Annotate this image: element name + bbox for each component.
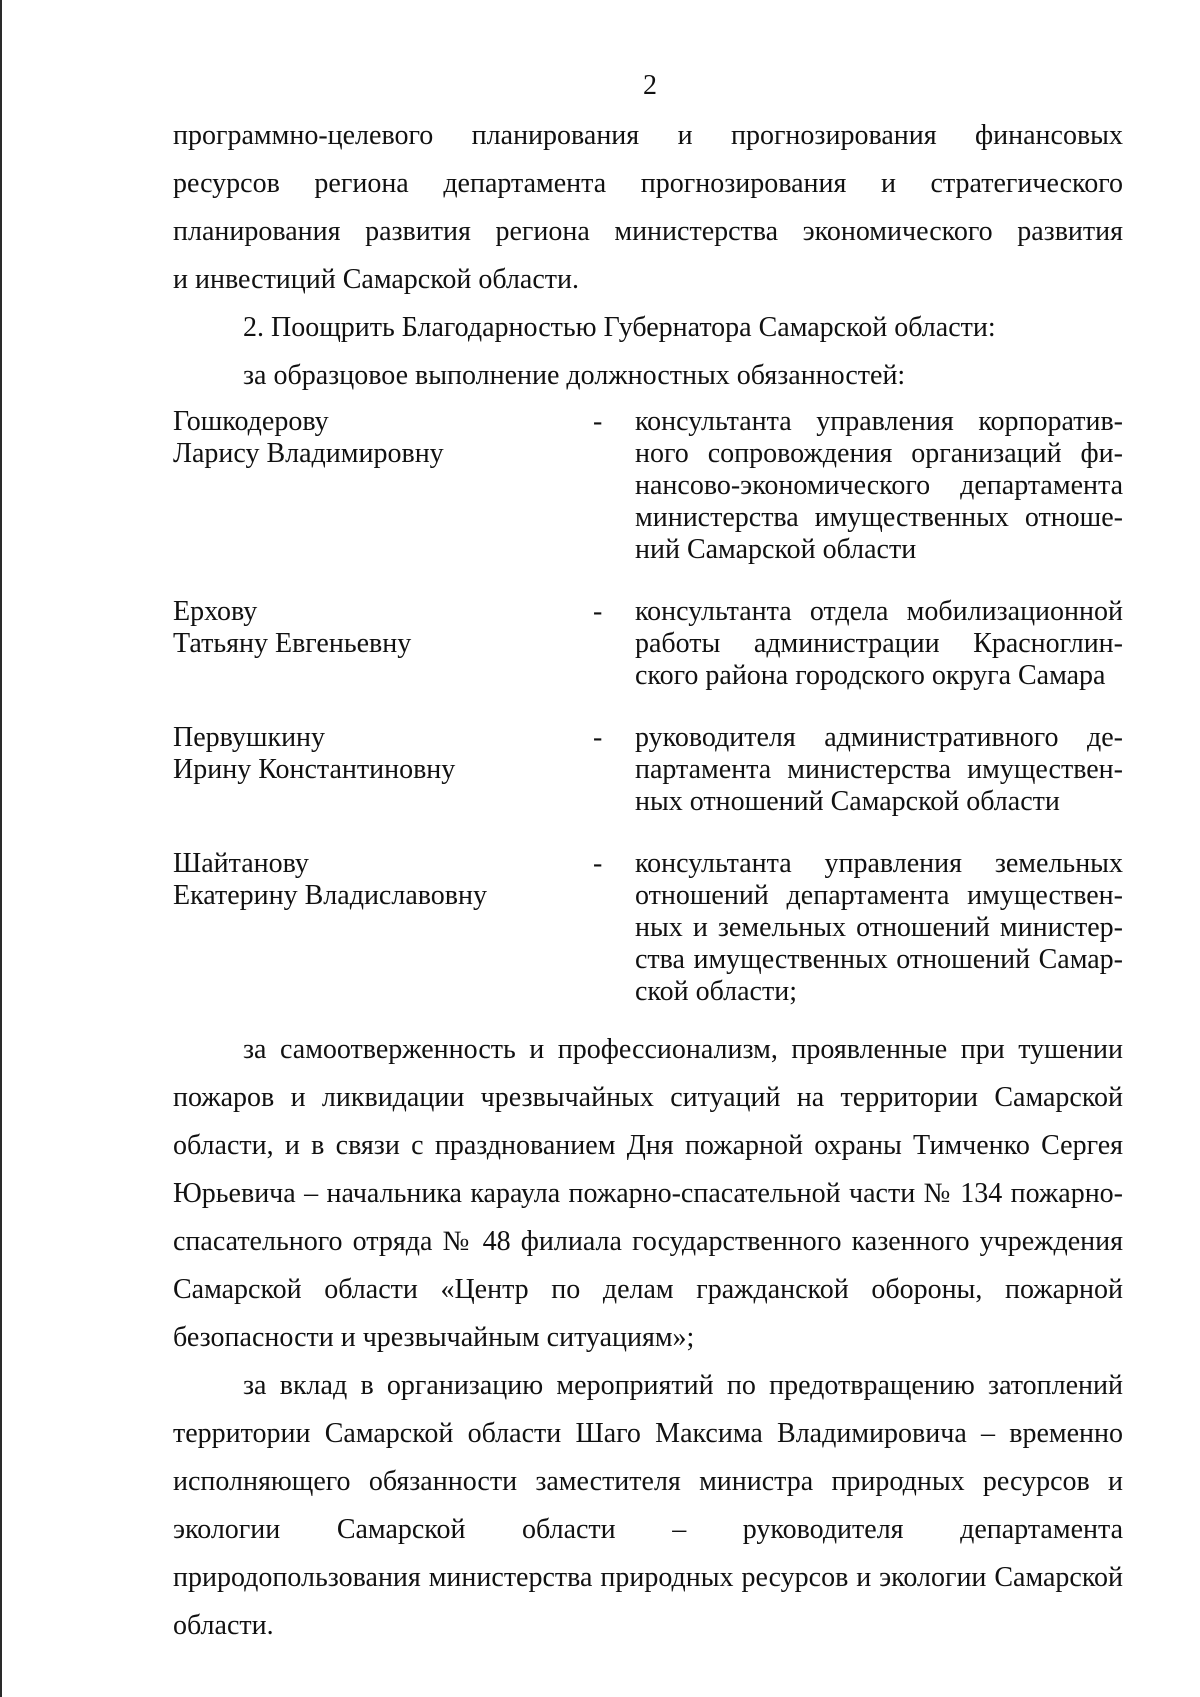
opening-line-2: ресурсов региона департамента прогнозирования и стратегического xyxy=(173,168,1123,199)
paragraph-flood-prevention: за вклад в организацию мероприятий по предотвращению затоплений территории Самарской области Шаго Максима Владимировича – временно исполняющего обязанности заместителя министра природных ресурсов и экологии Самарской области – руководителя департамента природопользования министерства природных ресурсов и экологии Самарской области. xyxy=(173,1370,1123,1641)
awardee-list xyxy=(173,406,1123,1008)
awardee-row xyxy=(173,848,1123,1008)
page-number: 2 xyxy=(643,70,657,101)
section-2-heading: 2. Поощрить Благодарностью Губернатора Самарской области: xyxy=(243,312,996,343)
scan-edge xyxy=(0,0,2,1697)
document-body xyxy=(173,112,1123,1650)
awardee-role: консультанта управления корпоративного сопровождения организаций финансово-экономического департамента министерства имущественных отношений Самарской области xyxy=(635,406,1123,565)
opening-line-1: программно-целевого планирования и прогнозирования финансовых xyxy=(173,120,1123,151)
awardee-dash: - xyxy=(593,596,603,627)
awardee-name: Шайтанову Екатерину Владиславовну xyxy=(173,848,487,911)
opening-paragraph xyxy=(173,112,1123,304)
awardee-row xyxy=(173,596,1123,692)
paragraph-fire-service: за самоотверженность и профессионализм, проявленные при тушении пожаров и ликвидации чрезвычайных ситуаций на территории Самарской области, и в связи с празднованием Дня пожарной охраны Тимченко Сергея Юрьевича – начальника караула пожарно-спасательной части № 134 пожарно-спасательного отряда № 48 филиала государственного казенного учреждения Самарской области «Центр по делам гражданской обороны, пожарной безопасности и чрезвычайным ситуациям»; xyxy=(173,1034,1123,1353)
awardee-row xyxy=(173,722,1123,818)
awardee-dash: - xyxy=(593,406,603,437)
awardee-dash: - xyxy=(593,722,603,753)
awardee-name: Ерхову Татьяну Евгеньевну xyxy=(173,596,412,659)
awardee-role: руководителя административного департамента министерства имущественных отношений Самарской области xyxy=(635,722,1123,817)
awardee-role: консультанта отдела мобилизационной работы администрации Красноглинского района городского округа Самара xyxy=(635,596,1123,691)
opening-line-4: и инвестиций Самарской области. xyxy=(173,264,579,295)
awardee-row xyxy=(173,406,1123,566)
opening-line-3: планирования развития региона министерства экономического развития xyxy=(173,216,1123,247)
awardee-role: консультанта управления земельных отношений департамента имущественных и земельных отношений министерства имущественных отношений Самарской области; xyxy=(635,848,1123,1007)
awardee-dash: - xyxy=(593,848,603,879)
awardee-name: Гошкодерову Ларису Владимировну xyxy=(173,406,444,469)
section-2-subheading: за образцовое выполнение должностных обязанностей: xyxy=(243,360,906,391)
awardee-name: Первушкину Ирину Константиновну xyxy=(173,722,456,785)
